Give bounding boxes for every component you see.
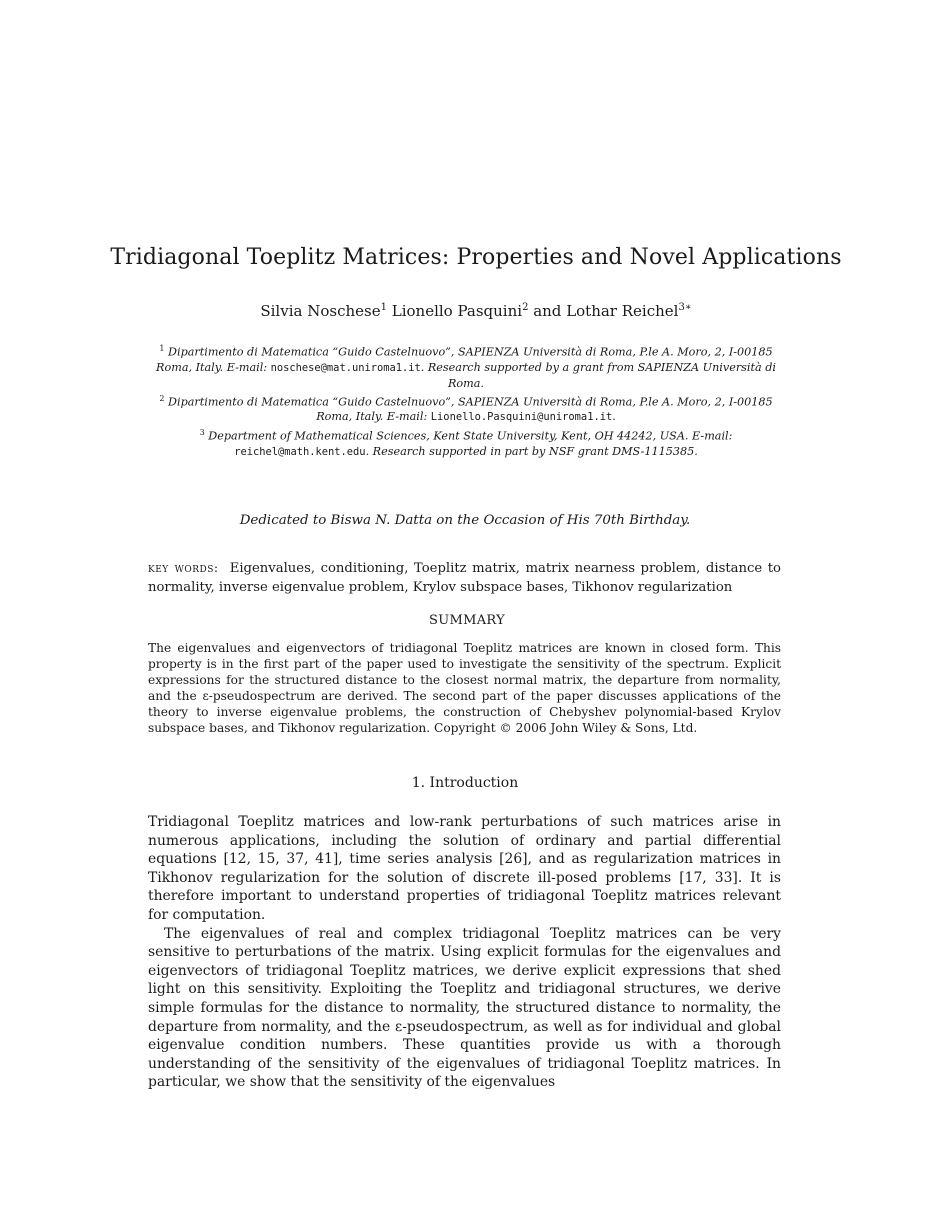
author-name: Silvia Noschese	[260, 302, 381, 320]
author-mark: 2	[522, 302, 529, 313]
affiliation-text: Dipartimento di Matematica “Guido Castelnuovo”, SAPIENZA Università di Roma, P.le A. Moro, 2, I-00185 Roma, Italy. E-mail:	[168, 395, 773, 424]
summary-heading: SUMMARY	[429, 613, 505, 628]
author-separator: and	[528, 302, 567, 320]
body-paragraph: Tridiagonal Toeplitz matrices and low-rank perturbations of such matrices arise in numerous applications, including the solution of ordinary and partial differential equations [12, 15, 37, 41], time series analysis [26], and as regularization matrices in Tikhonov regularization for the solution of discrete ill-posed problems [17, 33]. It is therefore important to understand properties of tridiagonal Toeplitz matrices relevant for computation.	[148, 814, 781, 923]
author-email[interactable]: reichel@math.kent.edu	[234, 446, 366, 459]
paper-title: Tridiagonal Toeplitz Matrices: Properties and Novel Applications	[110, 245, 842, 270]
affiliation-mark: 1	[159, 344, 165, 353]
summary-text: The eigenvalues and eigenvectors of tridiagonal Toeplitz matrices are known in closed form. This property is in the first part of the paper used to investigate the sensitivity of the spectrum. Explicit expressions for the structured distance to the closest normal matrix, the departure from normality, and the ε-pseudospectrum are derived. The second part of the paper discusses applications of the theory to inverse eigenvalue problems, the construction of Chebyshev polynomial-based Krylov subspace bases, and Tikhonov regularization. Copyright © 2006 John Wiley & Sons, Ltd.	[148, 641, 781, 735]
affiliation-3	[150, 425, 782, 460]
affiliations	[150, 341, 782, 460]
author-name: Lothar Reichel	[566, 302, 679, 320]
affiliation-note: . Research supported by a grant from SAPIENZA Università di Roma.	[420, 360, 776, 390]
author-email[interactable]: Lionello.Pasquini@uniroma1.it	[430, 411, 613, 424]
author-email[interactable]: noschese@mat.uniroma1.it	[270, 361, 421, 374]
dedication: Dedicated to Biswa N. Datta on the Occasion of His 70th Birthday.	[239, 513, 691, 528]
author-mark: 1	[380, 302, 387, 313]
keywords-label: key words:	[148, 560, 219, 575]
affiliation-text: Department of Mathematical Sciences, Kent State University, Kent, OH 44242, USA. E-mail:	[208, 430, 733, 444]
affiliation-note: .	[612, 410, 616, 424]
keywords-text: Eigenvalues, conditioning, Toeplitz matrix, matrix nearness problem, distance to normality, inverse eigenvalue problem, Krylov subspace bases, Tikhonov regularization	[148, 561, 781, 595]
introduction-body	[148, 813, 781, 1092]
author-mark: 3∗	[678, 302, 692, 313]
affiliation-mark: 2	[159, 393, 165, 403]
affiliation-text: Dipartimento di Matematica “Guido Castelnuovo”, SAPIENZA Università di Roma, P.le A. Moro, 2, I-00185 Roma, Italy. E-mail:	[156, 345, 773, 374]
affiliation-note: . Research supported in part by NSF grant DMS-1115385.	[365, 445, 698, 459]
keywords	[148, 558, 781, 597]
affiliation-mark: 3	[199, 428, 205, 438]
affiliation-1	[150, 341, 782, 391]
body-paragraph: The eigenvalues of real and complex tridiagonal Toeplitz matrices can be very sensitive to perturbations of the matrix. Using explicit formulas for the eigenvalues and eigenvectors of tridiagonal Toeplitz matrices, we derive explicit expressions that shed light on this sensitivity. Exploiting the Toeplitz and tridiagonal structures, we derive simple formulas for the distance to normality, the structured distance to normality, the departure from normality, and the ε-pseudospectrum, as well as for individual and global eigenvalue condition numbers. These quantities provide us with a thorough understanding of the sensitivity of the eigenvalues of tridiagonal Toeplitz matrices. In particular, we show that the sensitivity of the eigenvalues	[148, 925, 781, 1091]
section-heading: 1. Introduction	[411, 775, 519, 791]
author-name: Lionello Pasquini	[391, 302, 523, 320]
affiliation-2	[150, 391, 782, 426]
author-list	[0, 302, 952, 320]
